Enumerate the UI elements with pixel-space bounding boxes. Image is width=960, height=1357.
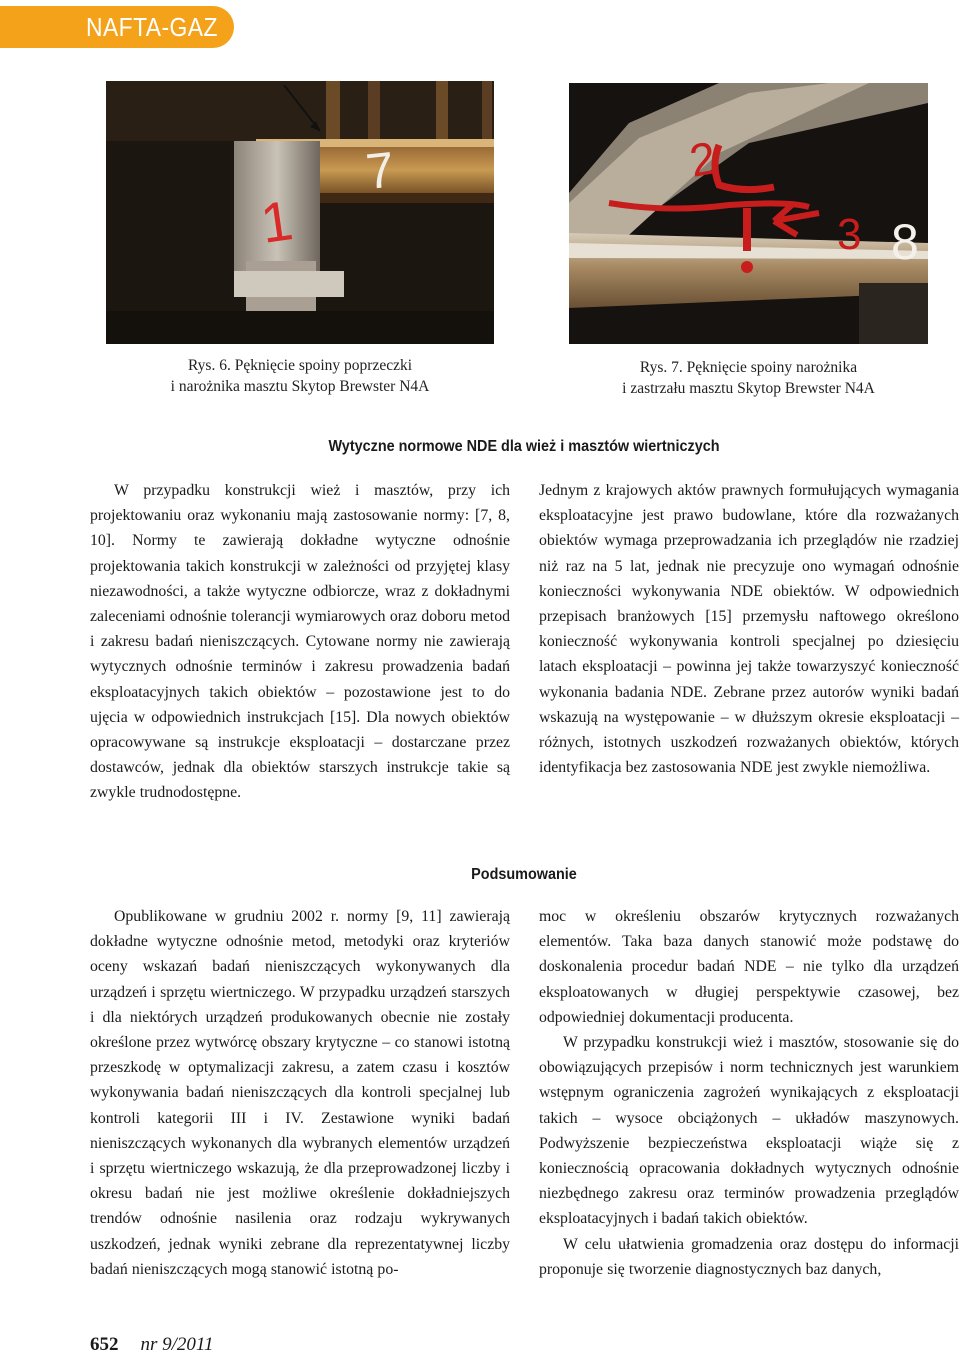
section1-right-column (539, 478, 959, 780)
section2-left-column (90, 904, 510, 1282)
paragraph: moc w określeniu obszarów krytycznych rozważanych elementów. Taka baza danych stanowić może podstawę do doskonalenia procedur badań NDE – nie tylko dla urządzeń eksploatowanych w długiej perspektywie czasowej, bez odpowiedniej dokumentacji producenta. (539, 908, 959, 1026)
page-footer (90, 1334, 214, 1356)
section1-left-column (90, 478, 510, 806)
photo-marking-7: 7 (363, 141, 397, 200)
figure-7-caption (569, 357, 928, 399)
photo-marking-8: 8 (891, 214, 919, 270)
figure-6-caption-line2: i narożnika masztu Skytop Brewster N4A (170, 378, 430, 395)
figure-6-caption-line1: Rys. 6. Pęknięcie spoiny poprzeczki (187, 357, 413, 374)
photo-marking-3: 3 (837, 210, 862, 259)
section-heading-summary: Podsumowanie (471, 866, 577, 883)
photo-marking-1: 1 (256, 188, 297, 255)
section-heading-nde-guidelines: Wytyczne normowe NDE dla wież i masztów wiertniczych (328, 438, 720, 455)
paragraph: W przypadku konstrukcji wież i masztów, przy ich projektowaniu oraz wykonaniu mają zastosowanie normy: [7, 8, 10]. Normy te zawierają dokładne wytyczne odnośnie projektowania takich konstrukcji w zależności od przyjętej klasy niezawodności, a także wytyczne odbiorcze, wraz z dokładnymi zaleceniami odnośnie tolerancji wymiarowych oraz doboru metod i zakresu badań nieniszczących. Cytowane normy nie zawierają wytycznych odnośnie terminów i zakresu prowadzenia badań eksploatacyjnych takich obiektów – pozostawione jest to do ujęcia w odpowiednich instrukcjach [15]. Dla nowych obiektów opracowywane są instrukcje eksploatacji – dostarczane przez dostawców, jednak dla obiektów starszych instrukcje takie są zwykle trudnodostępne. (90, 482, 510, 802)
paragraph: W przypadku konstrukcji wież i masztów, stosowanie się do obowiązujących przepisów i norm technicznych jest warunkiem wstępnym ograniczenia zagrożeń wynikających z eksploatacji takich – wysoce obciążonych – układów maszynowych. Podwyższenie bezpieczeństwa eksploatacji wiąże się z koniecznością opracowania dokładnych wytycznych odnośnie niezbędnego zakresu oraz terminów prowadzenia przeglądów eksploatacyjnych i badań takich obiektów. (539, 1034, 959, 1228)
page-number: 652 (90, 1334, 119, 1355)
figure-7-photo (569, 83, 928, 344)
figure-6-caption (106, 355, 494, 397)
paragraph: Opublikowane w grudniu 2002 r. normy [9, 11] zawierają dokładne wytyczne odnośnie metod, metodyki oraz kryteriów oceny wskazań badań nieniszczących wykonywanych dla urządzeń i sprzętu wiertniczego. W przypadku urządzeń starszych i dla niektórych urządzeń produkowanych obecnie nie zostały określone przez wytwórcę obszary krytyczne – co stanowi istotną przeszkodę w optymalizacji zakresu, a zatem czasu i kosztów wykonywania badań nieniszczących dla kontroli specjalnej lub kontroli kategorii III i IV. Zestawione wyniki badań nieniszczących wykonanych dla wybranych elementów urządzeń i sprzętu wiertniczego wskazują, że dla przeprowadzonej liczby i okresu badań nie jest możliwe określenie dokładniejszych trendów odnośnie nasilenia oraz rodzaju wykrywanych uszkodzeń, jednak wyniki zebrane dla reprezentatywnej liczby badań nieniszczących mogą stanowić istotną po- (90, 908, 510, 1278)
figure-7-caption-line1: Rys. 7. Pęknięcie spoiny narożnika (639, 359, 858, 376)
issue-number: nr 9/2011 (140, 1334, 214, 1355)
section2-right-column (539, 904, 959, 1282)
figure-6-photo (106, 81, 494, 344)
figure-7-caption-line2: i zastrzału masztu Skytop Brewster N4A (622, 380, 875, 397)
paragraph: W celu ułatwienia gromadzenia oraz dostępu do informacji proponuje się tworzenie diagnostycznych baz danych, (539, 1235, 959, 1278)
journal-header-badge (0, 6, 234, 48)
journal-name: NAFTA-GAZ (86, 11, 218, 42)
paragraph: Jednym z krajowych aktów prawnych formułujących wymagania eksploatacyjne jest prawo budowlane, które dla rozważanych obiektów wymaga przeprowadzania ich przeglądów nie rzadziej niż raz na 5 lat, jednak nie precyzuje ono wymagań odnośnie konieczności wykonywania NDE obiektów. W odpowiednich przepisach branżowych [15] przemysłu naftowego określono konieczność wykonywania kontroli specjalnej po dziesięciu latach eksploatacji – powinna jej także towarzyszyć konieczność wykonania badania NDE. Zebrane przez autorów wyniki badań wskazują na występowanie – w dłuższym okresie eksploatacji – różnych, istotnych uszkodzeń rozważanych obiektów, których identyfikacja bez zastosowania NDE jest zwykle niemożliwa. (539, 482, 959, 777)
photo-marking-2: 2 (685, 131, 720, 187)
